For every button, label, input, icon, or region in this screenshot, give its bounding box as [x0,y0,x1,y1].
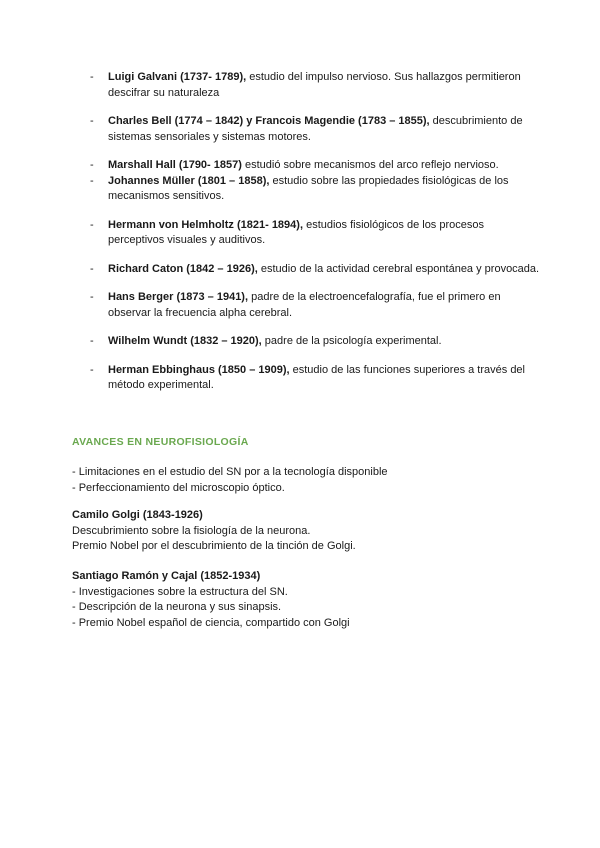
bullet-dash: - [90,363,94,376]
list-item [90,363,540,394]
figure-description: estudió sobre mecanismos del arco reflejo nervioso. [241,159,499,171]
golgi-title: Camilo Golgi (1843-1926) [72,509,203,521]
golgi-line: Descubrimiento sobre la fisiología de la neurona. [72,524,311,537]
figure-description: estudios fisiológicos de los procesos perceptivos visuales y auditivos. [108,218,484,246]
golgi-line: Premio Nobel por el descubrimiento de la tinción de Golgi. [72,540,356,552]
figure-description: estudio del impulso nervioso. Sus hallazgos permitieron descifrar su naturaleza [108,71,521,99]
bullet-dash: - [90,291,94,303]
list-item [90,218,540,249]
list-item [90,114,540,145]
bullet-dash: - [90,335,94,347]
bullet-dash: - [90,115,94,127]
bullet-dash: - [90,174,94,187]
figure-description: estudio de las funciones superiores a través del método experimental. [108,363,525,391]
figure-description: padre de la psicología experimental. [261,335,442,347]
list-item [90,174,540,205]
figure-name: Luigi Galvani (1737- 1789), [108,71,247,83]
bullet-dash: - [90,159,94,171]
figure-name: Johannes Müller (1801 – 1858), [108,174,270,187]
cajal-line: - Premio Nobel español de ciencia, compartido con Golgi [72,616,350,629]
figure-name: Wilhelm Wundt (1832 – 1920), [108,335,262,347]
bullet-dash: - [90,262,94,275]
list-item [90,158,540,174]
list-item [90,262,540,278]
cajal-block [72,569,532,631]
figure-description: descubrimiento de sistemas sensoriales y sistemas motores. [108,115,523,143]
intro-block [72,465,532,496]
figure-name: Marshall Hall (1790- 1857) [108,159,242,171]
figure-description: padre de la electroencefalografía, fue el primero en observar la frecuencia alpha cerebral. [108,291,501,319]
figure-name: Herman Ebbinghaus (1850 – 1909), [108,363,290,376]
golgi-block [72,508,532,555]
figure-description: estudio de la actividad cerebral espontánea y provocada. [257,262,540,275]
historical-figures-list [90,70,540,394]
cajal-line: - Investigaciones sobre la estructura del SN. [72,585,288,598]
list-item [90,334,540,350]
cajal-line: - Descripción de la neurona y sus sinapsis. [72,601,282,613]
figure-name: Richard Caton (1842 – 1926), [108,262,258,275]
cajal-title: Santiago Ramón y Cajal (1852-1934) [72,570,261,582]
intro-line: - Perfeccionamiento del microscopio óptico. [72,481,285,494]
list-item [90,290,540,321]
intro-line: - Limitaciones en el estudio del SN por a la tecnología disponible [72,466,388,478]
figure-name: Hans Berger (1873 – 1941), [108,291,249,303]
bullet-dash: - [90,71,94,83]
figure-name: Hermann von Helmholtz (1821- 1894), [108,218,304,231]
figure-description: estudio sobre las propiedades fisiológicas de los mecanismos sensitivos. [108,174,509,202]
section-heading: AVANCES EN NEUROFISIOLOGÍA [72,436,249,448]
bullet-dash: - [90,218,94,231]
list-item [90,70,540,101]
figure-name: Charles Bell (1774 – 1842) y Francois Magendie (1783 – 1855), [108,115,430,127]
